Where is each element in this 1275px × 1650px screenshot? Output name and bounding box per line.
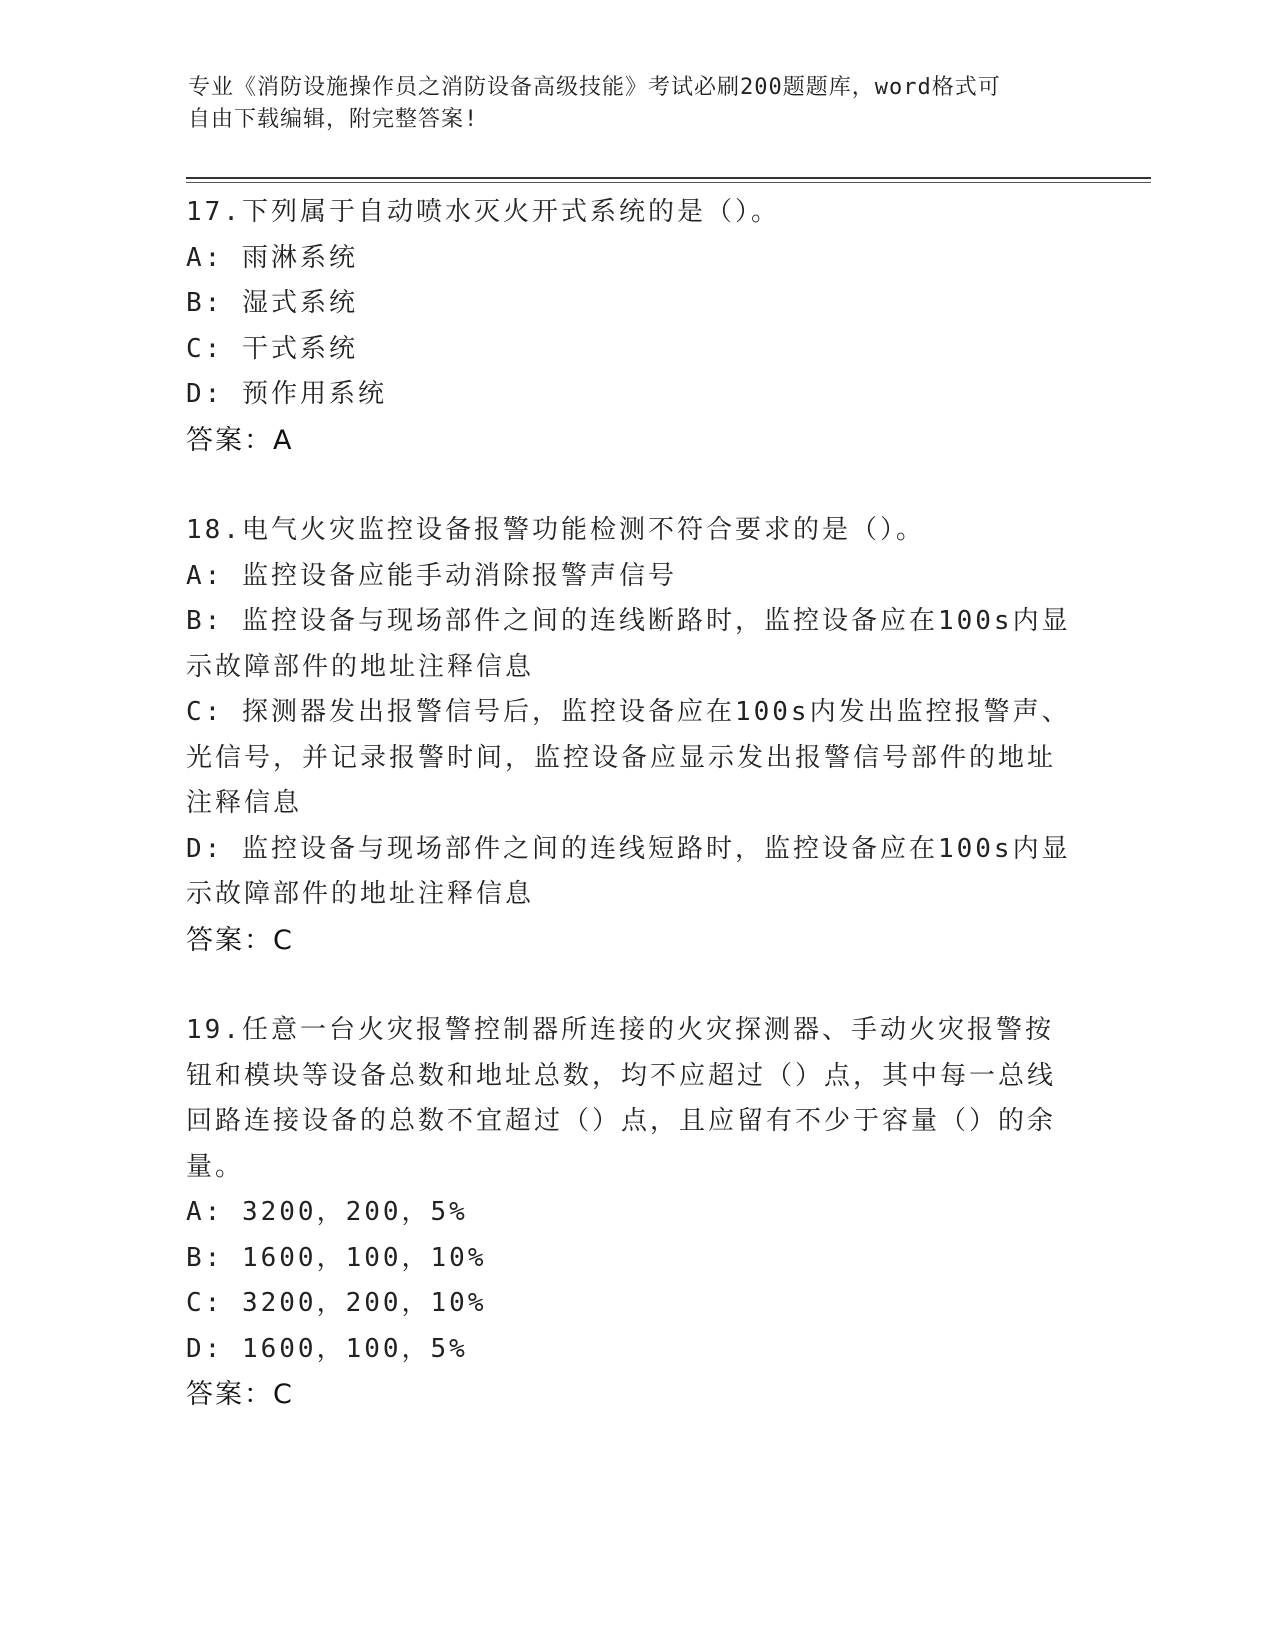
question-text: 19.任意一台火灾报警控制器所连接的火灾探测器、手动火灾报警按钮和模块等设备总数和地址总数，均不应超过（）点，其中每一总线回路连接设备的总数不宜超过（）点，且应留有不少于容量（）的余量。 <box>186 1015 1057 1182</box>
document-header <box>188 72 1068 136</box>
answer-label: 答案：A <box>186 424 294 456</box>
option-c: C: 3200，200，10% <box>186 1288 487 1318</box>
option-d: D: 预作用系统 <box>186 379 387 409</box>
option-d: D: 监控设备与现场部件之间的连线短路时，监控设备应在100s内显示故障部件的地址注释信息 <box>186 833 1071 909</box>
question-text: 18.电气火灾监控设备报警功能检测不符合要求的是（）。 <box>186 515 925 545</box>
option-c: C: 探测器发出报警信号后，监控设备应在100s内发出监控报警声、光信号，并记录报警时间，监控设备应显示发出报警信号部件的地址注释信息 <box>186 697 1071 818</box>
question-18 <box>186 508 1076 963</box>
header-line-2: 自由下载编辑，附完整答案! <box>188 107 479 132</box>
question-19 <box>186 1008 1076 1418</box>
option-b: B: 湿式系统 <box>186 288 358 318</box>
header-divider-thin <box>186 182 1151 183</box>
question-list <box>186 190 1076 1463</box>
question-17 <box>186 190 1076 463</box>
answer-label: 答案：C <box>186 924 294 956</box>
option-c: C: 干式系统 <box>186 333 358 364</box>
option-b: B: 监控设备与现场部件之间的连线断路时，监控设备应在100s内显示故障部件的地址注释信息 <box>186 606 1071 682</box>
option-a: A: 雨淋系统 <box>186 242 358 273</box>
option-a: A: 监控设备应能手动消除报警声信号 <box>186 560 677 591</box>
option-d: D: 1600，100，5% <box>186 1333 468 1364</box>
question-text: 17.下列属于自动喷水灭火开式系统的是（）。 <box>186 197 780 227</box>
header-line-1: 专业《消防设施操作员之消防设备高级技能》考试必刷200题题库，word格式可 <box>188 75 1001 100</box>
option-a: A: 3200，200，5% <box>186 1197 468 1227</box>
option-b: B: 1600，100，10% <box>186 1242 487 1273</box>
header-divider <box>186 177 1151 179</box>
answer-label: 答案：C <box>186 1379 294 1410</box>
